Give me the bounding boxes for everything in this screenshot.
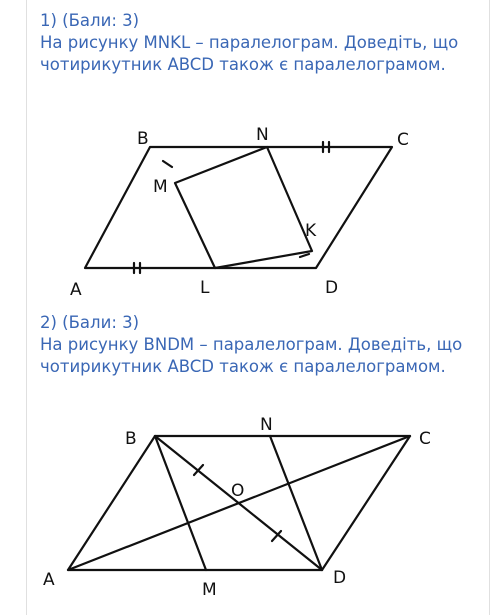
fig1-label-l: L (200, 278, 210, 298)
problem-1-line-1: На рисунку MNKL – паралелограм. Доведіть, що (40, 33, 459, 52)
fig1-label-k: K (305, 221, 317, 241)
problem-2-heading: 2) (Бали: 3) (40, 313, 140, 332)
fig1-label-m: M (153, 177, 168, 197)
fig1-label-d: D (325, 278, 339, 298)
fig1-label-a: A (70, 280, 82, 300)
fig1-label-n: N (256, 125, 269, 145)
fig1-tick-kd (300, 254, 309, 257)
problem-2-line-2: чотирикутник ABCD також є паралелограмом. (40, 357, 446, 376)
fig2-label-n: N (260, 415, 273, 435)
fig2-label-m: M (202, 580, 217, 600)
fig1-label-c: C (397, 130, 409, 150)
problem-2-text (40, 312, 462, 378)
problem-1-text (40, 10, 458, 76)
problem-2-line-1: На рисунку BNDM – паралелограм. Доведіть, що (40, 335, 463, 354)
fig1-parallelogram-abcd (85, 147, 392, 268)
figure-2-parallelogram-bndm (0, 405, 500, 615)
fig1-parallelogram-mnkl (175, 147, 312, 268)
fig2-label-a: A (43, 570, 55, 590)
fig2-label-b: B (125, 429, 137, 449)
problem-1-line-2: чотирикутник ABCD також є паралелограмом. (40, 55, 446, 74)
figure-1-parallelogram-mnkl (0, 115, 500, 305)
fig1-tick-bm (163, 161, 172, 167)
problem-1-heading: 1) (Бали: 3) (40, 11, 140, 30)
fig2-label-d: D (333, 568, 347, 588)
fig2-label-c: C (419, 429, 431, 449)
fig2-label-o: O (231, 481, 245, 501)
fig1-label-b: B (137, 129, 149, 149)
